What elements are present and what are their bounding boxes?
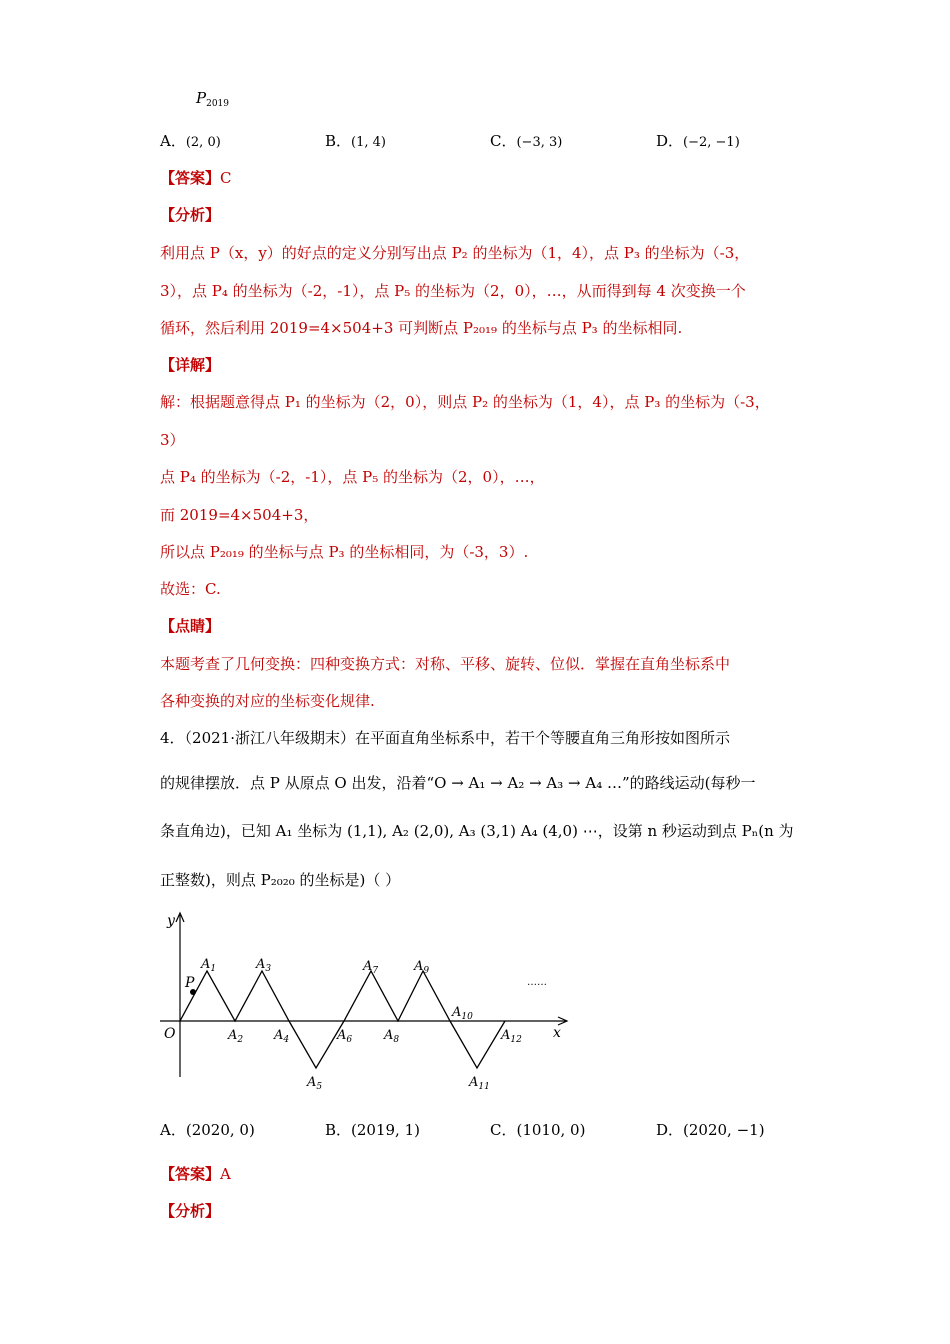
- q4-stem-line-1: 4．（2021·浙江八年级期末）在平面直角坐标系中，若干个等腰直角三角形按如图所示: [160, 729, 730, 747]
- x-axis-label: x: [553, 1025, 561, 1041]
- q3-comment-label: 【点睛】: [160, 617, 221, 635]
- q4-stem-line-4: 正整数)，则点 P₂₀₂₀ 的坐标是)（ ）: [160, 871, 401, 889]
- q3-detail-line-4: 而 2019=4×504+3，: [160, 506, 319, 524]
- q3-detail-line-2: 3）: [160, 431, 185, 449]
- q3-detail-label: 【详解】: [160, 356, 221, 374]
- label-a3: $A_3$: [256, 957, 272, 974]
- figure-ellipsis: ……: [527, 977, 547, 988]
- label-a12: $A_{12}$: [501, 1028, 522, 1045]
- origin-label: O: [164, 1026, 176, 1042]
- label-a4: $A_4$: [274, 1028, 290, 1045]
- label-a2: $A_2$: [228, 1028, 244, 1045]
- q3-detail-line-1: 解：根据题意得点 P₁ 的坐标为（2，0），则点 P₂ 的坐标为（1，4），点 P₃ 的坐标为（-3，: [160, 393, 770, 411]
- q4-option-a[interactable]: A．(2020, 0): [160, 1121, 255, 1139]
- q4-analysis-label: 【分析】: [160, 1202, 221, 1220]
- q4-option-b[interactable]: B．(2019, 1): [325, 1121, 420, 1139]
- q3-detail-line-6: 故选：C.: [160, 580, 221, 598]
- label-a10: $A_{10}$: [452, 1005, 473, 1022]
- label-a1: $A_1$: [201, 957, 217, 974]
- q3-analysis-line-3: 循环，然后利用 2019=4×504+3 可判断点 P₂₀₁₉ 的坐标与点 P₃ 的坐标相同.: [160, 319, 683, 337]
- label-a7: $A_7$: [363, 959, 379, 976]
- q3-comment-line-1: 本题考查了几何变换：四种变换方式：对称、平移、旋转、位似．掌握在直角坐标系中: [160, 655, 731, 673]
- q3-analysis-label: 【分析】: [160, 206, 221, 224]
- label-a6: $A_6$: [337, 1028, 353, 1045]
- point-p-label: P: [185, 975, 195, 991]
- label-a9: $A_9$: [414, 959, 430, 976]
- p2019-label: $P_{2019}$: [196, 89, 229, 109]
- q3-analysis-line-2: 3），点 P₄ 的坐标为（-2，-1），点 P₅ 的坐标为（2，0），…，从而得到每 4 次变换一个: [160, 282, 746, 300]
- q4-option-c[interactable]: C．(1010, 0): [490, 1121, 586, 1139]
- q3-option-d[interactable]: D．(−2, −1): [656, 132, 740, 150]
- q4-stem-line-3: 条直角边)，已知 A₁ 坐标为 (1,1), A₂ (2,0), A₃ (3,1) A₄ (4,0) ⋯，设第 n 秒运动到点 Pₙ(n 为: [160, 822, 794, 840]
- y-axis-label: y: [167, 913, 175, 929]
- zigzag-figure: [155, 905, 595, 1095]
- q3-comment-line-2: 各种变换的对应的坐标变化规律.: [160, 692, 375, 710]
- vertex-labels: [200, 957, 522, 1092]
- q4-option-d[interactable]: D．(2020, −1): [656, 1121, 765, 1139]
- q4-stem-line-2: 的规律摆放．点 P 从原点 O 出发，沿着“O → A₁ → A₂ → A₃ → A₄ …”的路线运动(每秒一: [160, 774, 756, 792]
- q3-answer: 【答案】C: [160, 169, 232, 187]
- q4-answer: 【答案】A: [160, 1165, 231, 1183]
- label-a5: $A_5$: [307, 1075, 323, 1092]
- q3-option-b[interactable]: B．(1, 4): [325, 132, 386, 150]
- q3-detail-line-3: 点 P₄ 的坐标为（-2，-1），点 P₅ 的坐标为（2，0），…，: [160, 468, 545, 486]
- q3-analysis-line-1: 利用点 P（x，y）的好点的定义分别写出点 P₂ 的坐标为（1，4），点 P₃ 的坐标为（-3，: [160, 244, 750, 262]
- q3-detail-line-5: 所以点 P₂₀₁₉ 的坐标与点 P₃ 的坐标相同，为（-3，3）.: [160, 543, 529, 561]
- label-a8: $A_8$: [384, 1028, 400, 1045]
- q3-option-a[interactable]: A．(2, 0): [160, 132, 221, 150]
- q3-option-c[interactable]: C．(−3, 3): [490, 132, 563, 150]
- label-a11: $A_{11}$: [469, 1075, 490, 1092]
